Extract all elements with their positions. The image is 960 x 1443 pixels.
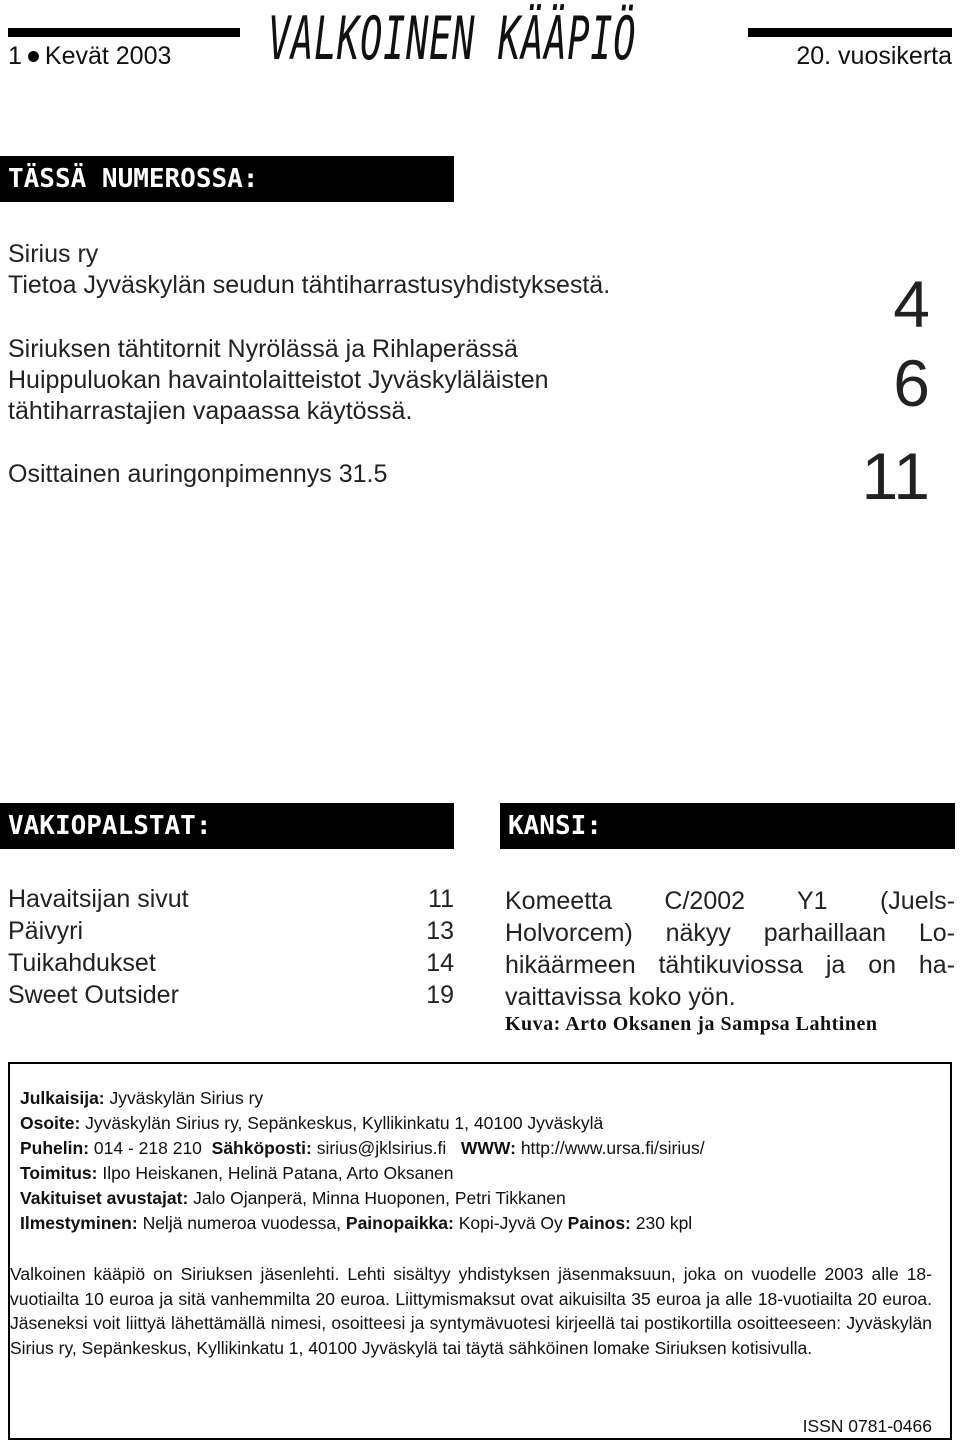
publisher-label: Julkaisija: — [20, 1088, 105, 1108]
email-label: Sähköposti: — [211, 1138, 312, 1158]
contents-line: Tietoa Jyväskylän seudun tähtiharrastusyhdistyksestä. — [8, 271, 611, 299]
publication-line — [20, 1213, 692, 1234]
regular-item-label: Tuikahdukset — [8, 949, 156, 977]
cover-line: Komeetta C/2002 Y1 (Juels- — [505, 887, 955, 915]
bullet-icon — [26, 49, 40, 63]
email-link[interactable]: sirius@jklsirius.fi — [316, 1138, 447, 1158]
cover-line: hikäärmeen tähtikuviossa ja on ha- — [505, 951, 955, 979]
printer-label: Painopaikka: — [345, 1213, 454, 1233]
cover-heading: KANSI: — [500, 803, 955, 849]
contents-page-number: 4 — [893, 267, 930, 341]
print-run-label: Painos: — [567, 1213, 631, 1233]
regular-item-label: Sweet Outsider — [8, 981, 179, 1009]
contact-line — [20, 1138, 705, 1159]
frequency-value: Neljä numeroa vuodessa, — [142, 1213, 342, 1233]
header-rule-left — [8, 28, 240, 37]
cover-line: Holvorcem) näkyy parhaillaan Lo- — [505, 919, 955, 947]
header-rule-right — [748, 28, 952, 37]
print-run-value: 230 kpl — [635, 1213, 693, 1233]
address-value: Jyväskylän Sirius ry, Sepänkeskus, Kyllikinkatu 1, 40100 Jyväskylä — [85, 1113, 604, 1133]
cover-line: vaittavissa koko yön. — [505, 983, 736, 1011]
phone-value: 014 - 218 210 — [93, 1138, 202, 1158]
publisher-value: Jyväskylän Sirius ry — [109, 1088, 264, 1108]
phone-label: Puhelin: — [20, 1138, 90, 1158]
contents-line: Osittainen auringonpimennys 31.5 — [8, 460, 388, 488]
address-label: Osoite: — [20, 1113, 81, 1133]
issue-info — [8, 42, 171, 71]
printer-value: Kopi-Jyvä Oy — [458, 1213, 563, 1233]
masthead-info-box — [8, 1062, 952, 1440]
volume-label: 20. vuosikerta — [796, 42, 952, 70]
regular-item-page: 11 — [428, 885, 454, 913]
www-link[interactable]: http://www.ursa.fi/sirius/ — [520, 1138, 705, 1158]
editors-value: Ilpo Heiskanen, Helinä Patana, Arto Oksanen — [102, 1163, 454, 1183]
contents-line: tähtiharrastajien vapaassa käytössä. — [8, 397, 413, 425]
contents-line: Huippuluokan havaintolaitteistot Jyväskyläläisten — [8, 366, 549, 394]
contents-page-number: 11 — [861, 439, 930, 513]
contributors-label: Vakituiset avustajat: — [20, 1188, 189, 1208]
contents-heading: TÄSSÄ NUMEROSSA: — [0, 156, 454, 202]
contributors-line — [20, 1188, 566, 1209]
regular-item-page: 14 — [426, 949, 454, 977]
editors-label: Toimitus: — [20, 1163, 98, 1183]
masthead-title: VALKOINEN KÄÄPIÖ — [268, 4, 637, 74]
regular-item-page: 13 — [426, 917, 454, 945]
contents-page-number: 6 — [893, 346, 930, 420]
contents-line: Sirius ry — [8, 240, 99, 268]
issue-season: Kevät 2003 — [44, 42, 172, 70]
publisher-line — [20, 1088, 263, 1109]
www-label: WWW: — [460, 1138, 516, 1158]
issue-number: 1 — [8, 42, 22, 70]
address-line — [20, 1113, 603, 1134]
contents-line: Siriuksen tähtitornit Nyrölässä ja Rihlaperässä — [8, 335, 518, 363]
regular-item-label: Havaitsijan sivut — [8, 885, 189, 913]
contributors-value: Jalo Ojanperä, Minna Huoponen, Petri Tikkanen — [193, 1188, 566, 1208]
regular-heading: VAKIOPALSTAT: — [0, 803, 454, 849]
regular-item-label: Päivyri — [8, 917, 84, 945]
frequency-label: Ilmestyminen: — [20, 1213, 138, 1233]
editors-line — [20, 1163, 454, 1184]
membership-paragraph: Valkoinen kääpiö on Siriuksen jäsenlehti. Lehti sisältyy yhdistyksen jäsenmaksuun, joka on vuodelle 2003 alle 18-vuotiailta 10 euroa ja sitä vanhemmilta 20 euroa. Liittymismaksut ovat aikuisilta 35 euroa ja alle 18-vuotiailta 20 euroa. Jäseneksi voit liittyä lähettämällä nimesi, osoitteesi ja syntymävuotesi kirjeellä tai postikortilla osoitteeseen: Jyväskylän Sirius ry, Sepänkeskus, Kyllikinkatu 1, 40100 Jyväskylä tai täytä sähköinen lomake Siriuksen kotisivulla. — [10, 1264, 932, 1358]
issn: ISSN 0781-0466 — [802, 1416, 932, 1436]
cover-credit: Kuva: Arto Oksanen ja Sampsa Lahtinen — [505, 1013, 878, 1035]
regular-item-page: 19 — [426, 981, 454, 1009]
